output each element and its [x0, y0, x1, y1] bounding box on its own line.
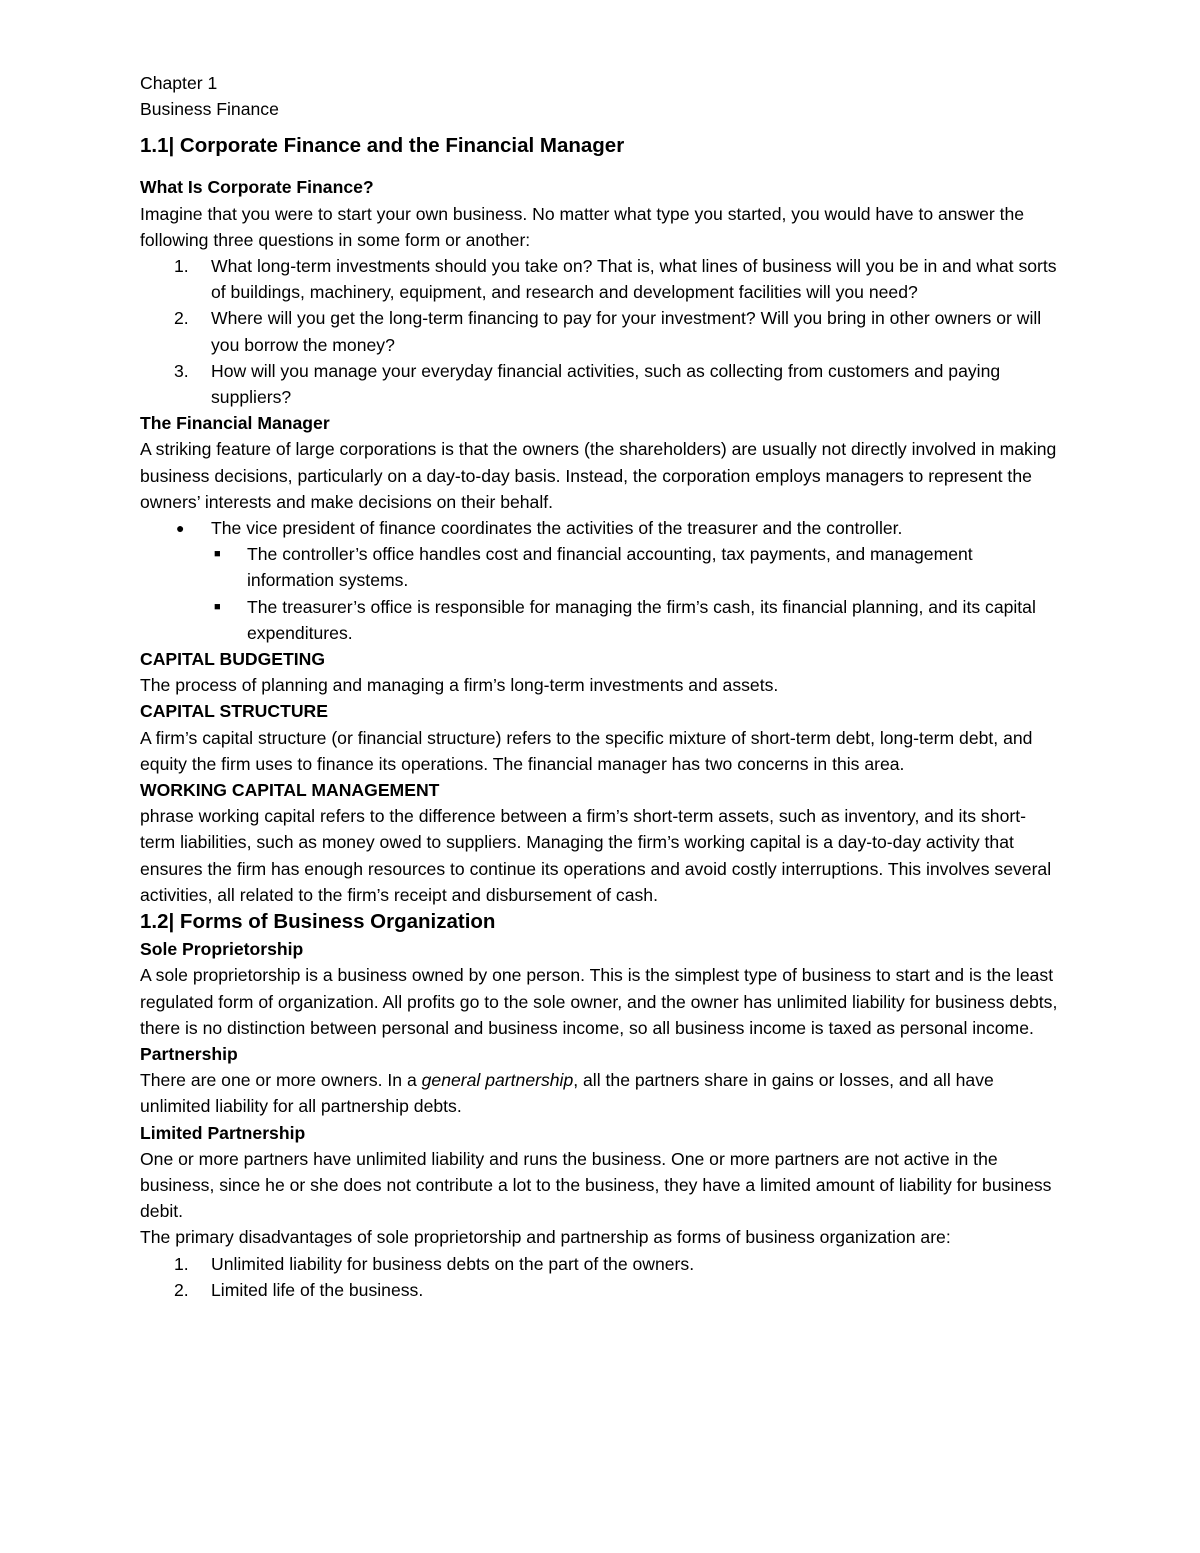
questions-list	[140, 253, 1060, 410]
what-is-heading: What Is Corporate Finance?	[140, 177, 374, 198]
list-item-text: The vice president of finance coordinates the activities of the treasurer and the controller.	[211, 518, 903, 539]
sole-proprietorship-heading: Sole Proprietorship	[140, 939, 304, 960]
financial-manager-body: A striking feature of large corporations is that the owners (the shareholders) are usually not directly involved in making business decisions, particularly on a day-to-day basis. Instead, the corporation employs managers to represent the owners’ interests and make decisions on their behalf.	[140, 439, 1057, 512]
partnership-body-end: , all the partners share in gains or losses, and all have unlimited liability for all partnership debts.	[140, 1070, 994, 1117]
list-number: 2.	[174, 1279, 189, 1300]
list-item-text: Limited life of the business.	[211, 1279, 424, 1300]
list-number: 3.	[174, 360, 189, 381]
chapter-label: Chapter 1	[140, 73, 218, 93]
list-number: 1.	[174, 1253, 189, 1274]
list-item-text: What long-term investments should you take on? That is, what lines of business will you be in and what sorts of buildings, machinery, equipment, and research and development facilities will you need?	[211, 256, 1057, 303]
list-number: 2.	[174, 308, 189, 329]
capital-budgeting-heading: CAPITAL BUDGETING	[140, 649, 326, 670]
list-number: 1.	[174, 256, 189, 277]
list-item	[140, 253, 1060, 305]
list-item-text: The controller’s office handles cost and financial accounting, tax payments, and management information systems.	[247, 544, 973, 591]
list-item-text: How will you manage your everyday financial activities, such as collecting from customers and paying suppliers?	[211, 360, 1001, 408]
what-is-intro: Imagine that you were to start your own business. No matter what type you started, you would have to answer the following three questions in some form or another:	[140, 203, 1025, 250]
partnership-body	[140, 1067, 1060, 1119]
working-capital-heading: WORKING CAPITAL MANAGEMENT	[140, 780, 440, 801]
list-item-text: Unlimited liability for business debts on the part of the owners.	[211, 1253, 695, 1274]
working-capital-body: phrase working capital refers to the difference between a firm’s short-term assets, such as inventory, and its short-term liabilities, such as money owed to suppliers. Managing the firm’s working capital is a day-to-day activity that ensures the firm has enough resources to continue its operations and avoid costly interruptions. This involves several activities, all related to the firm’s receipt and disbursement of cash.	[140, 806, 1052, 905]
capital-structure-body: A firm’s capital structure (or financial structure) refers to the specific mixture of short-term debt, long-term debt, and equity the firm uses to finance its operations. The financial manager has two concerns in this area.	[140, 727, 1033, 774]
list-item	[140, 358, 1060, 410]
list-item-text: The treasurer’s office is responsible for managing the firm’s cash, its financial planning, and its capital expenditures.	[247, 596, 1036, 643]
partnership-heading: Partnership	[140, 1043, 238, 1064]
list-item	[140, 515, 1060, 541]
section-1-title: 1.1| Corporate Finance and the Financial Manager	[140, 134, 625, 158]
list-item-text: Where will you get the long-term financing to pay for your investment? Will you bring in other owners or will you borrow the money?	[211, 308, 1042, 355]
list-item	[140, 1251, 1060, 1277]
list-item	[140, 1277, 1060, 1303]
bullet-list	[140, 515, 1060, 541]
bullet-dot-icon: ●	[176, 520, 185, 537]
sole-proprietorship-body: A sole proprietorship is a business owned by one person. This is the simplest type of business to start and is the least regulated form of organization. All profits go to the sole owner, and the owner has unlimited liability for business debts, there is no distinction between personal and business income, so all business income is taxed as personal income.	[140, 965, 1058, 1038]
list-item	[140, 541, 1060, 593]
section-2-title: 1.2| Forms of Business Organization	[140, 910, 496, 934]
limited-partnership-body: One or more partners have unlimited liability and runs the business. One or more partners are not active in the business, since he or she does not contribute a lot to the business, they have a limited amount of liability for business debit.	[140, 1148, 1052, 1222]
sub-bullet-list	[140, 541, 1060, 646]
bullet-square-icon: ■	[214, 600, 221, 613]
list-item	[140, 305, 1060, 357]
subject-label: Business Finance	[140, 99, 279, 120]
list-item	[140, 594, 1060, 646]
document-page	[140, 70, 1060, 1303]
partnership-body-start: There are one or more owners. In a	[140, 1070, 422, 1091]
bullet-square-icon: ■	[214, 548, 221, 561]
disadvantages-list	[140, 1251, 1060, 1303]
limited-partnership-heading: Limited Partnership	[140, 1122, 306, 1143]
disadvantages-intro: The primary disadvantages of sole proprietorship and partnership as forms of business organization are:	[140, 1227, 951, 1248]
partnership-body-emphasis: general partnership	[421, 1070, 574, 1091]
capital-structure-heading: CAPITAL STRUCTURE	[140, 701, 328, 722]
capital-budgeting-body: The process of planning and managing a firm’s long-term investments and assets.	[140, 675, 779, 696]
financial-manager-heading: The Financial Manager	[140, 413, 330, 434]
